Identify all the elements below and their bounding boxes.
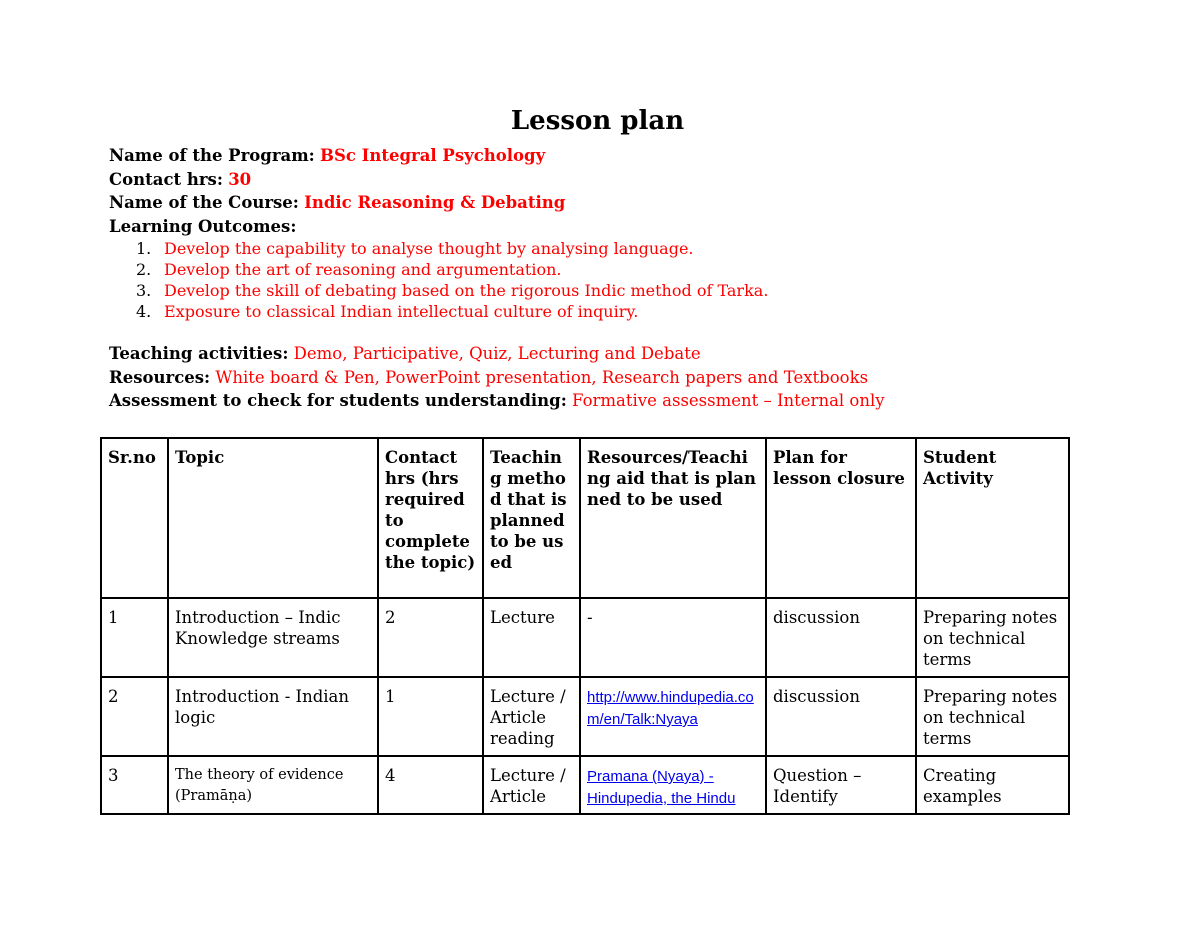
cell-contact-hrs: 4 [378,756,483,814]
teaching-label: Teaching activities: [109,344,289,363]
cell-teaching-method: Lecture [483,598,580,677]
table-row [101,598,1069,677]
cell-srno: 2 [101,677,168,756]
header-teaching-method: Teaching method that is planned to be used [483,438,580,598]
cell-contact-hrs: 2 [378,598,483,677]
header-srno: Sr.no [101,438,168,598]
cell-closure: Question – Identify [766,756,916,814]
header-resources: Resources/Teaching aid that is planned to be used [580,438,766,598]
outcome-number: 2. [136,260,152,279]
assessment-value: Formative assessment – Internal only [572,391,885,410]
header-student-activity: Student Activity [916,438,1069,598]
program-label: Name of the Program: [109,146,315,165]
outcomes-row [109,215,768,239]
resources-value: White board & Pen, PowerPoint presentation, Research papers and Textbooks [215,367,869,387]
outcome-number: 1. [136,239,152,258]
cell-closure: discussion [766,677,916,756]
program-row [109,144,768,168]
course-label: Name of the Course: [109,193,299,212]
teaching-row [109,342,885,366]
course-value: Indic Reasoning & Debating [304,193,566,212]
outcome-item [109,280,768,301]
course-row [109,191,768,215]
outcome-text: Develop the capability to analyse thought by analysing language. [164,239,694,258]
activities-block [109,342,885,413]
teaching-value: Demo, Participative, Quiz, Lecturing and Debate [293,344,701,363]
header-closure: Plan for lesson closure [766,438,916,598]
table-row [101,756,1069,814]
assessment-label: Assessment to check for students understanding: [109,391,567,410]
outcome-text: Develop the art of reasoning and argumentation. [164,260,562,279]
contact-value: 30 [228,169,252,189]
cell-contact-hrs: 1 [378,677,483,756]
program-value: BSc Integral Psychology [320,146,546,165]
outcome-item [109,259,768,280]
cell-student-activity: Preparing notes on technical terms [916,598,1069,677]
table-header-row [101,438,1069,598]
cell-resources [580,677,766,756]
cell-srno: 1 [101,598,168,677]
header-contact-hrs: Contact hrs (hrs required to complete the topic) [378,438,483,598]
cell-topic: Introduction – Indic Knowledge streams [168,598,378,677]
assessment-row [109,389,885,413]
cell-resources [580,756,766,814]
contact-row [109,168,768,192]
outcome-number: 3. [136,281,152,300]
contact-label: Contact hrs: [109,169,223,189]
outcomes-label: Learning Outcomes: [109,216,297,236]
cell-teaching-method: Lecture / Article reading [483,677,580,756]
cell-resources: - [580,598,766,677]
page-title: Lesson plan [510,106,685,136]
cell-closure: discussion [766,598,916,677]
hindupedia-pramana-link[interactable]: Pramana (Nyaya) - Hindupedia, the Hindu [587,768,736,807]
cell-srno: 3 [101,756,168,814]
cell-student-activity: Preparing notes on technical terms [916,677,1069,756]
table-row [101,677,1069,756]
outcomes-list [109,238,768,322]
cell-teaching-method: Lecture / Article [483,756,580,814]
cell-topic: The theory of evidence (Pramāṇa) [168,756,378,814]
outcome-item [109,238,768,259]
header-topic: Topic [168,438,378,598]
hindupedia-nyaya-talk-link[interactable]: http://www.hindupedia.com/en/Talk:Nyaya [587,689,754,728]
outcome-text: Exposure to classical Indian intellectual culture of inquiry. [164,302,639,321]
cell-topic: Introduction - Indian logic [168,677,378,756]
cell-student-activity: Creating examples [916,756,1069,814]
resources-row [109,366,885,390]
outcome-item [109,301,768,322]
outcome-number: 4. [136,302,152,321]
resources-label: Resources: [109,367,211,387]
lesson-plan-table [100,437,1070,815]
lesson-meta [109,144,768,322]
outcome-text: Develop the skill of debating based on the rigorous Indic method of Tarka. [164,281,769,300]
